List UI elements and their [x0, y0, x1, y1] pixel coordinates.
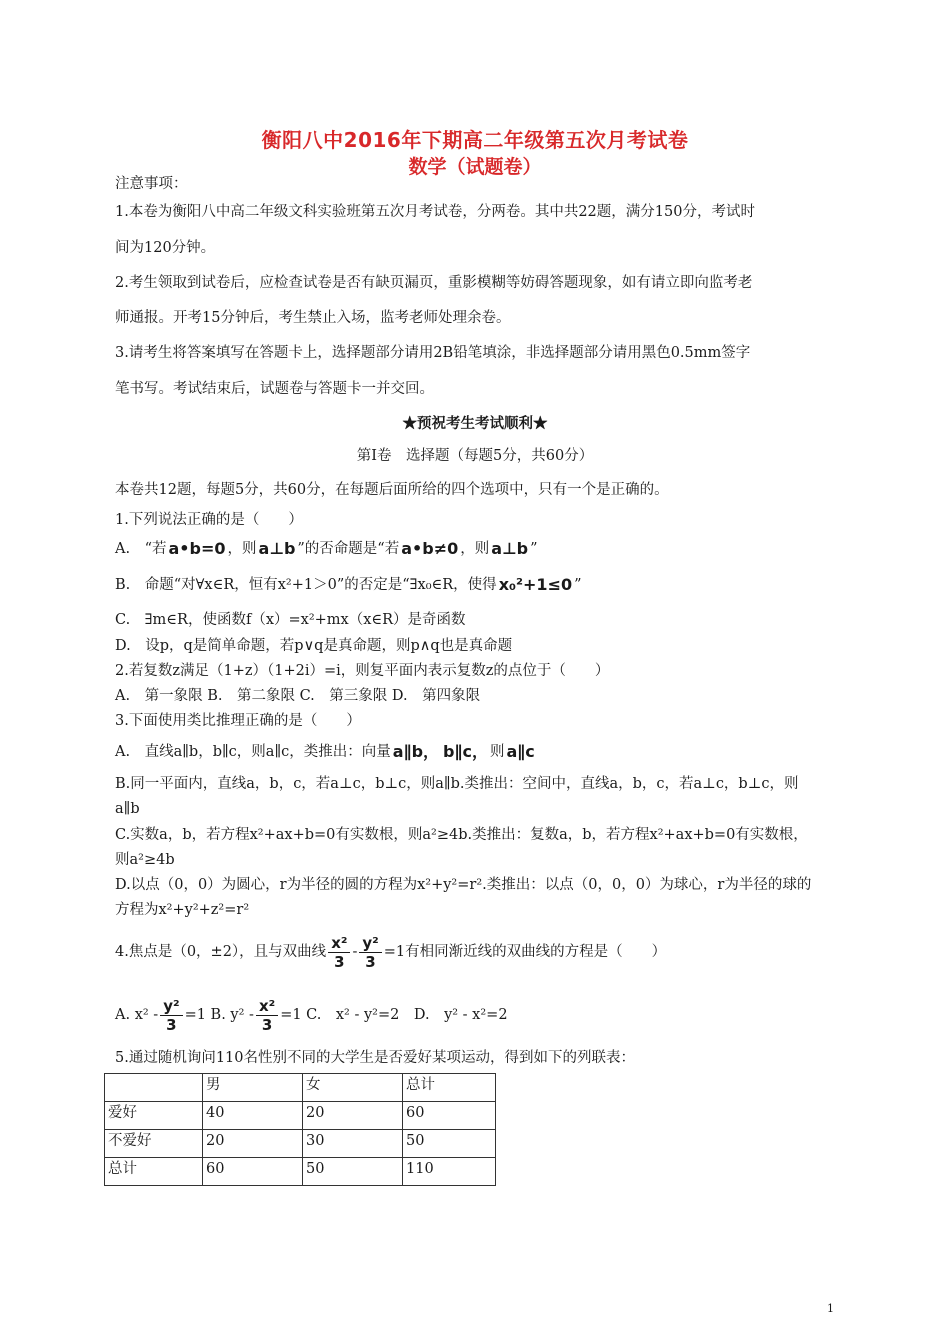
- math-expression: x₀²+1≤0: [498, 575, 573, 594]
- table-row: [105, 1074, 496, 1102]
- table-cell: 60: [203, 1158, 303, 1186]
- vector-expression: a•b=0: [168, 539, 226, 558]
- notice-line: 间为120分钟。: [115, 240, 216, 256]
- minus-sign: -: [352, 944, 358, 960]
- fraction-denominator: 3: [334, 952, 345, 971]
- vector-expression: a⊥b: [258, 539, 296, 558]
- q1-a-text: A. “若: [115, 541, 167, 557]
- notice-line: 师通报。开考15分钟后，考生禁止入场，监考老师处理余卷。: [115, 310, 511, 326]
- table-row: [105, 1158, 496, 1186]
- vector-expression: a•b≠0: [401, 539, 459, 558]
- table-cell: 不爱好: [105, 1130, 203, 1158]
- fraction: [328, 934, 350, 971]
- q4-text: 4.焦点是（0，±2），且与双曲线: [115, 944, 327, 960]
- table-cell: 30: [303, 1130, 403, 1158]
- q2-options: A. 第一象限 B. 第二象限 C. 第三象限 D. 第四象限: [115, 688, 481, 704]
- fraction-numerator: x²: [256, 997, 278, 1016]
- q3-a-text: A. 直线a∥b，b∥c，则a∥c，类推出：向量: [115, 744, 391, 760]
- table-cell: 50: [303, 1158, 403, 1186]
- fraction-numerator: y²: [359, 934, 381, 953]
- table-row: [105, 1130, 496, 1158]
- table-cell: 50: [403, 1130, 496, 1158]
- table-cell: 60: [403, 1102, 496, 1130]
- q3-option-d-cont: 方程为x²+y²+z²=r²: [115, 902, 250, 918]
- table-cell: 男: [203, 1074, 303, 1102]
- table-row: [105, 1102, 496, 1130]
- exam-title: 衡阳八中2016年下期高二年级第五次月考试卷: [261, 128, 689, 152]
- fraction: [256, 997, 278, 1034]
- table-cell: [105, 1074, 203, 1102]
- q1-b-text: B. 命题“对∀x∈R，恒有x²+1＞0”的否定是“∃x₀∈R，使得: [115, 577, 497, 593]
- page-number: 1: [827, 1302, 834, 1315]
- fraction-denominator: 3: [261, 1015, 273, 1034]
- fraction: [160, 997, 182, 1034]
- section-intro: 本卷共12题，每题5分，共60分，在每题后面所给的四个选项中，只有一个是正确的。: [115, 482, 669, 498]
- notice-line: 3.请考生将答案填写在答题卡上，选择题部分请用2B铅笔填涂，非选择题部分请用黑色0.5mm签字: [115, 345, 751, 361]
- q1-b-text: ”: [574, 577, 582, 593]
- q3-option-a: [115, 742, 537, 762]
- q4-text: A. x² -: [115, 1007, 159, 1023]
- fraction-numerator: x²: [328, 934, 350, 953]
- notice-line: 笔书写。考试结束后，试题卷与答题卡一并交回。: [115, 381, 434, 397]
- q1-option-a: [115, 539, 538, 559]
- vector-expression: a∥c: [506, 742, 535, 761]
- table-cell: 总计: [105, 1158, 203, 1186]
- vector-expression: b∥c，: [443, 742, 488, 761]
- q1-stem: 1.下列说法正确的是（ ）: [115, 512, 303, 528]
- wish-line: ★预祝考生考试顺利★: [402, 415, 548, 432]
- q5-stem: 5.通过随机询问110名性别不同的大学生是否爱好某项运动，得到如下的列联表：: [115, 1050, 636, 1066]
- table-cell: 40: [203, 1102, 303, 1130]
- contingency-table: [104, 1073, 496, 1186]
- fraction-numerator: y²: [160, 997, 182, 1016]
- fraction-denominator: 3: [166, 1015, 177, 1034]
- table-cell: 总计: [403, 1074, 496, 1102]
- section-title: 第Ⅰ卷 选择题（每题5分，共60分）: [356, 448, 594, 464]
- q1-option-c: C. ∃m∈R，使函数f（x）=x²+mx（x∈R）是奇函数: [115, 612, 466, 628]
- notice-line: 2.考生领取到试卷后，应检查试卷是否有缺页漏页，重影模糊等妨碍答题现象，如有请立即向监考老: [115, 275, 753, 291]
- q4-text: =1 B. y² -: [184, 1007, 254, 1023]
- exam-subtitle: 数学（试题卷）: [408, 156, 542, 178]
- q4-text: =1有相同渐近线的双曲线的方程是（ ）: [383, 944, 667, 960]
- q1-option-d: D. 设p，q是简单命题，若p∨q是真命题，则p∧q也是真命题: [115, 638, 513, 654]
- q1-a-text: ，则: [460, 541, 490, 557]
- q4-options: [115, 988, 508, 1042]
- q4-stem: [115, 925, 666, 979]
- vector-expression: a∥b，: [392, 742, 440, 761]
- q1-option-b: [115, 575, 582, 595]
- q2-stem: 2.若复数z满足（1+z）（1+2i）=i，则复平面内表示复数z的点位于（ ）: [115, 663, 610, 679]
- q3-stem: 3.下面使用类比推理正确的是（ ）: [115, 713, 361, 729]
- q3-a-text: 则: [490, 744, 505, 760]
- fraction-denominator: 3: [365, 952, 376, 971]
- q3-option-c: C.实数a，b，若方程x²+ax+b=0有实数根，则a²≥4b.类推出：复数a，b，若方程x²+ax+b=0有实数根，: [115, 827, 808, 843]
- notice-line: 1.本卷为衡阳八中高二年级文科实验班第五次月考试卷，分两卷。其中共22题，满分150分，考试时: [115, 204, 755, 220]
- q1-a-text: ”: [530, 541, 538, 557]
- table-cell: 20: [203, 1130, 303, 1158]
- q4-text: =1 C. x² - y²=2 D. y² - x²=2: [280, 1007, 508, 1023]
- q1-a-text: ，则: [227, 541, 257, 557]
- table-cell: 爱好: [105, 1102, 203, 1130]
- q3-option-d: D.以点（0，0）为圆心，r为半径的圆的方程为x²+y²=r².类推出：以点（0，0，0）为球心，r为半径的球的: [115, 877, 812, 893]
- q3-option-b-cont: a∥b: [115, 801, 140, 817]
- q3-option-c-cont: 则a²≥4b: [115, 852, 175, 868]
- q1-a-text: ”的否命题是“若: [297, 541, 400, 557]
- q3-option-b: B.同一平面内，直线a，b，c，若a⊥c，b⊥c，则a∥b.类推出：空间中，直线a，b，c，若a⊥c，b⊥c，则: [115, 776, 799, 792]
- vector-expression: a⊥b: [491, 539, 529, 558]
- table-cell: 20: [303, 1102, 403, 1130]
- table-cell: 110: [403, 1158, 496, 1186]
- notice-heading: 注意事项：: [115, 176, 188, 192]
- table-cell: 女: [303, 1074, 403, 1102]
- fraction: [359, 934, 381, 971]
